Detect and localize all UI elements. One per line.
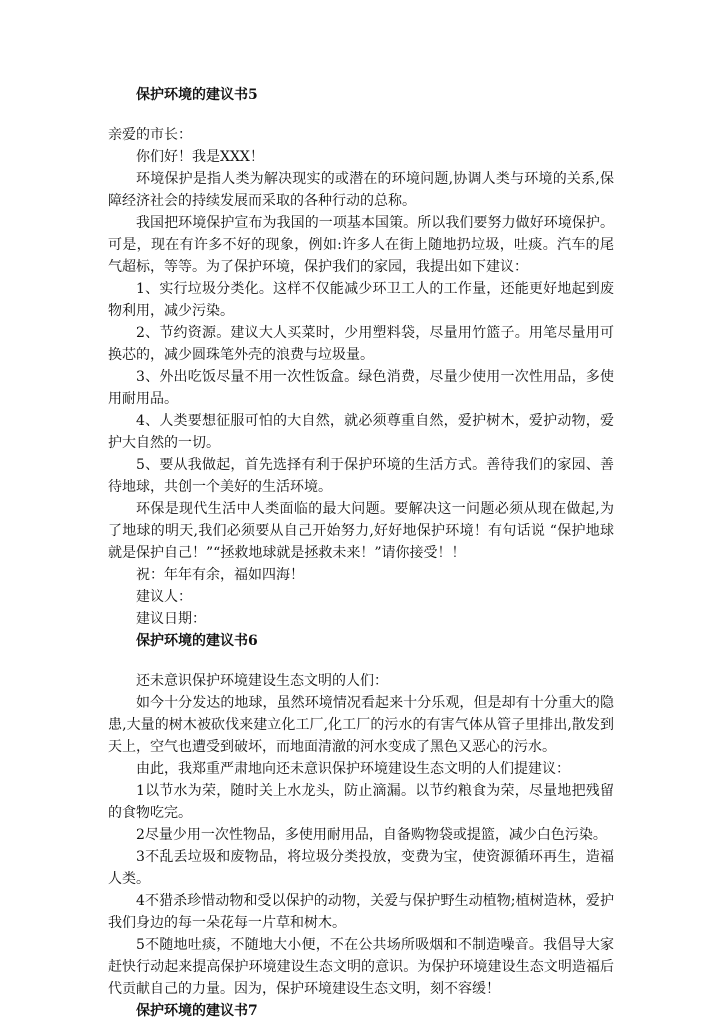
paragraph-6-5: 3不乱丢垃圾和废物品，将垃圾分类投放，变费为宝，使资源循环再生，造福人类。 xyxy=(108,849,614,887)
paragraph-5-3: 1、实行垃圾分类化。这样不仅能减少环卫工人的工作量，还能更好地起到废物利用，减少污染。 xyxy=(108,281,614,319)
paragraph-5-2: 我国把环境保护宣布为我国的一项基本国策。所以我们要努力做好环境保护。可是，现在有许多不好的现象，例如:许多人在街上随地扔垃圾，吐痰。汽车的尾气超标，等等。为了保护环境，保护我们的家园，我提出如下建议： xyxy=(108,215,614,275)
document-page xyxy=(108,84,614,1022)
salutation-6: 还未意识保护环境建设生态文明的人们： xyxy=(136,673,388,689)
paragraph-5-1: 环境保护是指人类为解决现实的或潜在的环境问题,协调人类与环境的关系,保障经济社会的持续发展而采取的各种行动的总称。 xyxy=(108,171,614,209)
paragraph-5-6: 4、人类要想征服可怕的大自然，就必须尊重自然，爱护树木，爱护动物，爱护大自然的一切。 xyxy=(108,413,614,451)
paragraph-6-6: 4不猎杀珍惜动物和受以保护的动物，关爱与保护野生动植物;植树造林，爱护我们身边的每一朵花每一片草和树木。 xyxy=(108,893,614,931)
paragraph-5-7: 5、要从我做起，首先选择有利于保护环境的生活方式。善待我们的家园、善待地球，共创一个美好的生活环境。 xyxy=(108,457,614,495)
paragraph-6-2: 由此，我郑重严肃地向还未意识保护环境建设生态文明的人们提建议： xyxy=(136,761,570,777)
paragraph-6-3: 1以节水为荣，随时关上水龙头，防止滴漏。以节约粮食为荣，尽量地把残留的食物吃完。 xyxy=(108,783,614,821)
salutation-5: 亲爱的市长： xyxy=(108,127,192,143)
paragraph-5-4: 2、节约资源。建议大人买菜时，少用塑料袋，尽量用竹篮子。用笔尽量用可换芯的，减少圆珠笔外壳的浪费与垃圾量。 xyxy=(108,325,614,363)
date-line-5: 建议日期： xyxy=(136,611,206,627)
section-title-7: 保护环境的建议书7 xyxy=(136,1003,258,1019)
proposer-line-5: 建议人： xyxy=(136,589,192,605)
paragraph-6-1: 如今十分发达的地球，虽然环境情况看起来十分乐观，但是却有十分重大的隐患,大量的树木被砍伐来建立化工厂,化工厂的污水的有害气体从管子里排出,散发到天上，空气也遭受到破坏，而地面清澈的河水变成了黑色又恶心的污水。 xyxy=(108,695,614,755)
section-title-5: 保护环境的建议书5 xyxy=(136,87,258,103)
paragraph-6-4: 2尽量少用一次性物品，多使用耐用品，自备购物袋或提篮，减少白色污染。 xyxy=(136,827,607,843)
spacer xyxy=(108,106,614,124)
section-title-6: 保护环境的建议书6 xyxy=(136,633,258,649)
paragraph-5-8: 环保是现代生活中人类面临的最大问题。要解决这一问题必须从现在做起,为了地球的明天,我们必须要从自己开始努力,好好地保护环境！有句话说 “保护地球就是保护自己！”“拯救地球就是拯救未来！”请你接受！！ xyxy=(108,501,614,561)
paragraph-5-5: 3、外出吃饭尽量不用一次性饭盒。绿色消费，尽量少使用一次性用品，多使用耐用品。 xyxy=(108,369,614,407)
closing-wish-5: 祝：年年有余，福如四海！ xyxy=(136,567,304,583)
greeting-5: 你们好！我是XXX！ xyxy=(136,149,264,165)
paragraph-6-7: 5不随地吐痰，不随地大小便，不在公共场所吸烟和不制造噪音。我倡导大家赶快行动起来提高保护环境建设生态文明的意识。为保护环境建设生态文明造福后代贡献自己的力量。因为，保护环境建设生态文明，刻不容缓！ xyxy=(108,937,614,997)
spacer xyxy=(108,652,614,670)
